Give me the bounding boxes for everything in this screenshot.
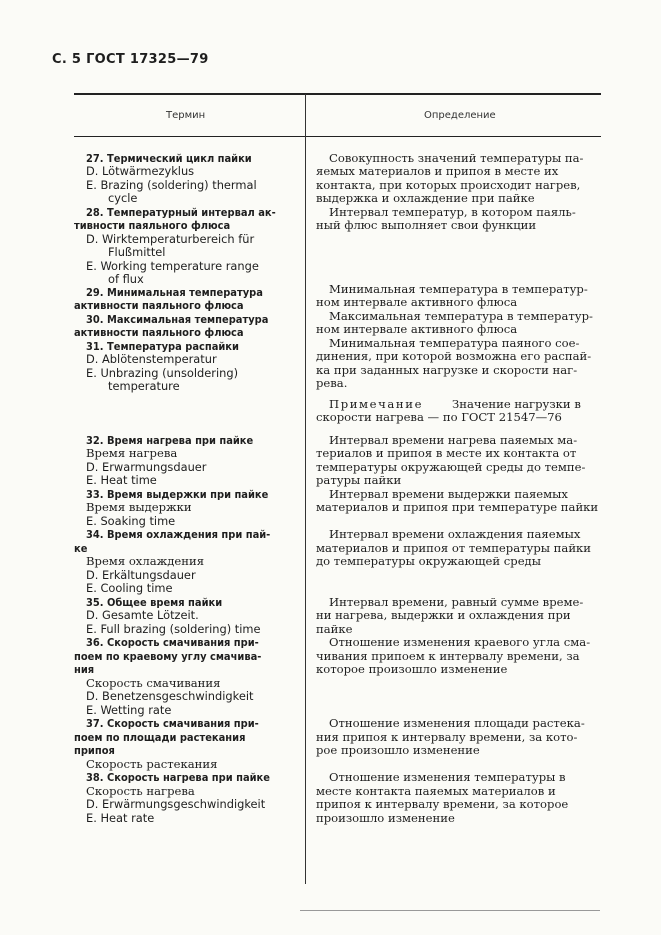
def-27-line2: яемых материалов и припоя в месте их (316, 164, 559, 178)
def-37-line3: рое произошло изменение (316, 743, 480, 757)
term-38-synonym: Скорость нагрева (86, 784, 195, 798)
table-top-rule (74, 93, 601, 95)
def-38-line3: припоя к интервалу времени, за которое (316, 797, 569, 811)
def-38-line1: Отношение изменения температуры в (329, 770, 566, 784)
column-header-term: Термин (166, 110, 206, 121)
term-31-title: 31. Температура распайки (86, 340, 239, 353)
page-bottom-rule (300, 910, 600, 911)
term-32-de: D. Erwarmungsdauer (86, 460, 207, 474)
def-37-line1: Отношение изменения площади растека- (329, 716, 585, 730)
term-34-de: D. Erkältungsdauer (86, 568, 196, 582)
def-36-line2: чивания припоем к интервалу времени, за (316, 649, 580, 663)
column-divider (305, 94, 306, 884)
term-36-synonym: Скорость смачивания (86, 676, 221, 690)
def-27-line1: Совокупность значений температуры па- (329, 151, 584, 165)
page-header: С. 5 ГОСТ 17325—79 (52, 52, 209, 67)
def-34-line2: материалов и припоя от температуры пайки (316, 541, 592, 555)
term-28-en-line2: of flux (108, 272, 144, 286)
def-28-line2: ный флюс выполняет свои функции (316, 218, 537, 232)
def-32-line1: Интервал времени нагрева паяемых ма- (329, 433, 578, 447)
column-header-definition: Определение (424, 110, 496, 121)
def-35-line2: ни нагрева, выдержки и охлаждения при (316, 608, 571, 622)
term-32-en: E. Heat time (86, 473, 157, 487)
term-35-title: 35. Общее время пайки (86, 596, 223, 609)
term-36-de: D. Benetzensgeschwindigkeit (86, 689, 254, 703)
note-line2: скорости нагрева — по ГОСТ 21547—76 (316, 410, 562, 424)
def-36-line3: которое произошло изменение (316, 662, 508, 676)
def-31-line3: ка при заданных нагрузке и скорости наг- (316, 363, 578, 377)
term-27-title: 27. Термический цикл пайки (86, 152, 252, 165)
term-34-title-line2: ке (74, 542, 88, 555)
term-33-en: E. Soaking time (86, 514, 176, 528)
def-28-line1: Интервал температур, в котором паяль- (329, 205, 576, 219)
note-label: Примечание (329, 397, 424, 411)
term-27-en-line2: cycle (108, 191, 138, 205)
def-32-line4: ратуры пайки (316, 473, 402, 487)
note-line1: Значение нагрузки в (452, 397, 581, 411)
term-28-de-line1: D. Wirktemperaturbereich für (86, 232, 255, 246)
term-28-de-line2: Flußmittel (108, 245, 166, 259)
def-37-line2: ния припоя к интервалу времени, за кото- (316, 730, 578, 744)
term-33-synonym: Время выдержки (86, 500, 192, 514)
header-bottom-rule (74, 136, 601, 137)
term-29-title-line2: активности паяльного флюса (74, 299, 244, 312)
term-35-de: D. Gesamte Lötzeit. (86, 608, 199, 622)
term-27-de: D. Lötwärmezyklus (86, 164, 195, 178)
term-29-title-line1: 29. Минимальная температура (86, 286, 263, 299)
term-34-en: E. Cooling time (86, 581, 173, 595)
term-37-title-line2: поем по площади растекания (74, 731, 246, 744)
def-36-line1: Отношение изменения краевого угла сма- (329, 635, 591, 649)
def-30-line2: ном интервале активного флюса (316, 322, 518, 336)
def-38-line4: произошло изменение (316, 811, 455, 825)
def-29-line1: Минимальная температура в температур- (329, 282, 588, 296)
term-36-title-line1: 36. Скорость смачивания при- (86, 636, 259, 649)
def-31-line1: Минимальная температура паяного сое- (329, 336, 580, 350)
term-38-en: E. Heat rate (86, 811, 155, 825)
term-34-title-line1: 34. Время охлаждения при пай- (86, 528, 271, 541)
term-32-synonym: Время нагрева (86, 446, 178, 460)
def-34-line3: до температуры окружающей среды (316, 554, 541, 568)
term-36-title-line3: ния (74, 663, 95, 676)
term-31-en-line1: E. Unbrazing (unsoldering) (86, 366, 239, 380)
term-30-title-line2: активности паяльного флюса (74, 326, 244, 339)
def-27-line3: контакта, при которых происходит нагрев, (316, 178, 581, 192)
def-35-line3: пайке (316, 622, 353, 636)
term-36-en: E. Wetting rate (86, 703, 172, 717)
def-30-line1: Максимальная температура в температур- (329, 309, 593, 323)
def-38-line2: месте контакта паяемых материалов и (316, 784, 556, 798)
def-29-line2: ном интервале активного флюса (316, 295, 518, 309)
term-35-en: E. Full brazing (soldering) time (86, 622, 261, 636)
def-31-line4: рева. (316, 376, 348, 390)
term-30-title-line1: 30. Максимальная температура (86, 313, 269, 326)
def-32-line2: териалов и припоя в месте их контакта от (316, 446, 577, 460)
def-32-line3: температуры окружающей среды до темпе- (316, 460, 586, 474)
term-28-en-line1: E. Working temperature range (86, 259, 259, 273)
term-32-title: 32. Время нагрева при пайке (86, 434, 254, 447)
def-35-line1: Интервал времени, равный сумме време- (329, 595, 584, 609)
term-36-title-line2: поем по краевому углу смачива- (74, 650, 262, 663)
term-31-de: D. Ablötenstemperatur (86, 352, 217, 366)
term-28-title-line1: 28. Температурный интервал ак- (86, 206, 276, 219)
term-31-en-line2: temperature (108, 379, 180, 393)
term-33-title: 33. Время выдержки при пайке (86, 488, 269, 501)
def-33-line1: Интервал времени выдержки паяемых (329, 487, 568, 501)
def-33-line2: материалов и припоя при температуре пайки (316, 500, 599, 514)
term-28-title-line2: тивности паяльного флюса (74, 219, 231, 232)
term-27-en-line1: E. Brazing (soldering) thermal (86, 178, 257, 192)
term-37-title-line1: 37. Скорость смачивания при- (86, 717, 259, 730)
def-31-line2: динения, при которой возможна его распай- (316, 349, 592, 363)
def-27-line4: выдержка и охлаждение при пайке (316, 191, 535, 205)
term-37-title-line3: припоя (74, 744, 115, 757)
def-34-line1: Интервал времени охлаждения паяемых (329, 527, 581, 541)
term-34-synonym: Время охлаждения (86, 554, 205, 568)
term-37-synonym: Скорость растекания (86, 757, 218, 771)
term-38-de: D. Erwärmungsgeschwindigkeit (86, 797, 266, 811)
term-38-title: 38. Скорость нагрева при пайке (86, 771, 270, 784)
